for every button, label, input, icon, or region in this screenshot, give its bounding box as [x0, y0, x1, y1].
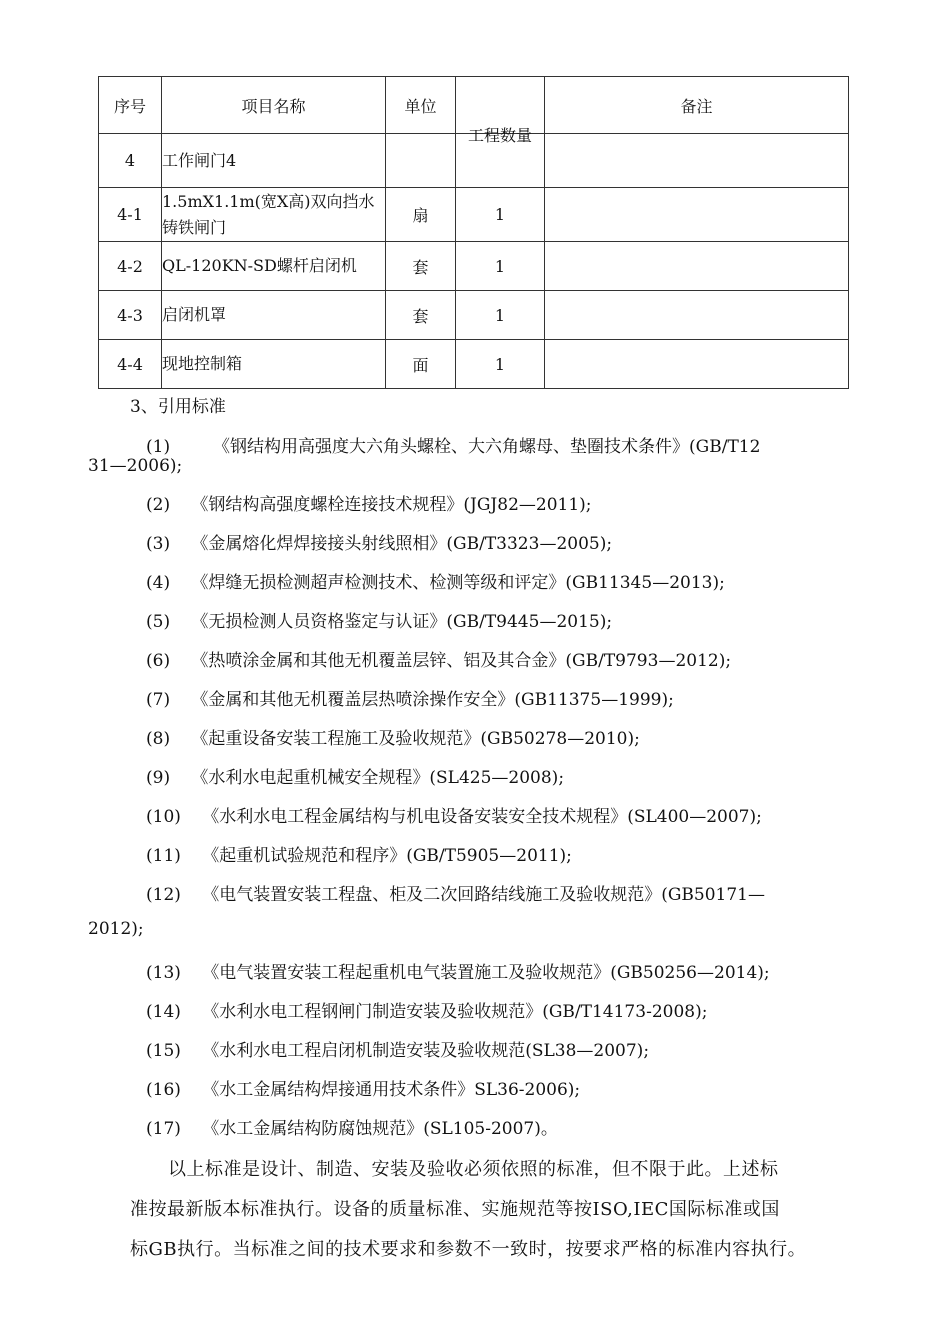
header-name: 项目名称 — [162, 77, 386, 134]
cell-note — [545, 188, 849, 242]
cell-seq: 4 — [99, 134, 162, 188]
cell-unit: 套 — [386, 291, 456, 340]
cell-seq: 4-4 — [99, 340, 162, 389]
cell-name: 工作闸门4 — [162, 134, 386, 188]
table-row — [99, 340, 849, 389]
item-text: 《钢结构用高强度大六角头螺栓、大六角螺母、垫圈技术条件》(GB/T12 — [213, 437, 761, 457]
item-number: (9) — [146, 768, 171, 788]
item-text: 《金属熔化焊焊接接头射线照相》(GB/T3323—2005); — [191, 534, 613, 554]
cell-note — [545, 340, 849, 389]
header-qty-label: 工程数量 — [467, 126, 532, 145]
standard-item — [146, 529, 612, 554]
item-number: (13) — [146, 963, 181, 983]
cell-unit — [386, 134, 456, 188]
cell-name: 1.5mX1.1m(宽X高)双向挡水铸铁闸门 — [162, 188, 386, 242]
header-note: 备注 — [545, 77, 849, 134]
item-text: 《水利水电起重机械安全规程》(SL425—2008); — [191, 768, 565, 788]
standard-item-continuation: 2012); — [88, 919, 144, 939]
header-seq: 序号 — [99, 77, 162, 134]
cell-seq: 4-3 — [99, 291, 162, 340]
item-text: 《钢结构高强度螺栓连接技术规程》(JGJ82—2011); — [191, 495, 592, 515]
item-number: (10) — [146, 807, 181, 827]
item-text: 《水利水电工程金属结构与机电设备安装安全技术规程》(SL400—2007); — [202, 807, 762, 827]
item-text: 《水利水电工程启闭机制造安装及验收规范(SL38—2007); — [202, 1041, 650, 1061]
standard-item — [146, 568, 725, 593]
item-number: (11) — [146, 846, 181, 866]
item-text: 《热喷涂金属和其他无机覆盖层锌、铝及其合金》(GB/T9793—2012); — [191, 651, 732, 671]
item-number: (12) — [146, 885, 181, 905]
standard-item — [146, 1114, 558, 1139]
item-number: (17) — [146, 1119, 181, 1139]
cell-qty: 1 — [456, 291, 545, 340]
equipment-table — [98, 76, 849, 389]
cell-name: QL-120KN-SD螺杆启闭机 — [162, 242, 386, 291]
cell-unit: 扇 — [386, 188, 456, 242]
table-header-row — [99, 77, 849, 134]
header-qty — [456, 77, 545, 145]
cell-note — [545, 291, 849, 340]
cell-name: 现地控制箱 — [162, 340, 386, 389]
cell-note — [545, 134, 849, 188]
table-row — [99, 291, 849, 340]
cell-name: 启闭机罩 — [162, 291, 386, 340]
closing-paragraph-line: 以上标准是设计、制造、安装及验收必须依照的标准，但不限于此。上述标 — [168, 1159, 779, 1180]
closing-paragraph-line: 准按最新版本标准执行。设备的质量标准、实施规范等按ISO,IEC国际标准或国 — [130, 1199, 780, 1220]
item-text: 《水工金属结构焊接通用技术条件》SL36-2006); — [202, 1080, 581, 1100]
item-number: (4) — [146, 573, 171, 593]
item-text: 《金属和其他无机覆盖层热喷涂操作安全》(GB11375—1999); — [191, 690, 674, 710]
header-unit: 单位 — [386, 77, 456, 134]
standard-item — [146, 763, 564, 788]
standard-item — [146, 1036, 649, 1061]
standard-item — [146, 490, 592, 515]
item-number: (1) — [146, 437, 171, 457]
standard-item-continuation: 31—2006); — [88, 456, 183, 476]
item-text: 《起重机试验规范和程序》(GB/T5905—2011); — [202, 846, 572, 866]
cell-seq: 4-1 — [99, 188, 162, 242]
cell-unit: 套 — [386, 242, 456, 291]
item-text: 《电气装置安装工程起重机电气装置施工及验收规范》(GB50256—2014); — [202, 963, 770, 983]
standard-item — [146, 841, 572, 866]
standard-item — [146, 880, 765, 905]
standard-item — [146, 1075, 580, 1100]
item-text: 《焊缝无损检测超声检测技术、检测等级和评定》(GB11345—2013); — [191, 573, 725, 593]
table-row — [99, 242, 849, 291]
item-number: (5) — [146, 612, 171, 632]
cell-qty: 1 — [456, 340, 545, 389]
standard-item — [146, 802, 762, 827]
item-number: (2) — [146, 495, 171, 515]
item-number: (16) — [146, 1080, 181, 1100]
item-text: 《无损检测人员资格鉴定与认证》(GB/T9445—2015); — [191, 612, 613, 632]
standard-item — [146, 646, 731, 671]
standard-item — [146, 685, 674, 710]
cell-unit: 面 — [386, 340, 456, 389]
item-number: (6) — [146, 651, 171, 671]
item-text: 《起重设备安装工程施工及验收规范》(GB50278—2010); — [191, 729, 640, 749]
section-title: 3、引用标准 — [130, 397, 226, 417]
cell-qty: 1 — [456, 188, 545, 242]
item-text: 《水利水电工程钢闸门制造安装及验收规范》(GB/T14173-2008); — [202, 1002, 708, 1022]
cell-qty: 1 — [456, 242, 545, 291]
closing-paragraph-line: 标GB执行。当标准之间的技术要求和参数不一致时，按要求严格的标准内容执行。 — [130, 1239, 807, 1260]
item-number: (14) — [146, 1002, 181, 1022]
cell-seq: 4-2 — [99, 242, 162, 291]
item-number: (7) — [146, 690, 171, 710]
item-number: (15) — [146, 1041, 181, 1061]
standard-item — [146, 607, 612, 632]
item-number: (8) — [146, 729, 171, 749]
standard-item — [146, 958, 770, 983]
cell-note — [545, 242, 849, 291]
item-text: 《电气装置安装工程盘、柜及二次回路结线施工及验收规范》(GB50171— — [202, 885, 766, 905]
standard-item — [146, 997, 707, 1022]
item-number: (3) — [146, 534, 171, 554]
table-row — [99, 188, 849, 242]
standard-item — [146, 724, 640, 749]
standard-item — [146, 432, 760, 457]
item-text: 《水工金属结构防腐蚀规范》(SL105-2007)。 — [202, 1119, 558, 1139]
